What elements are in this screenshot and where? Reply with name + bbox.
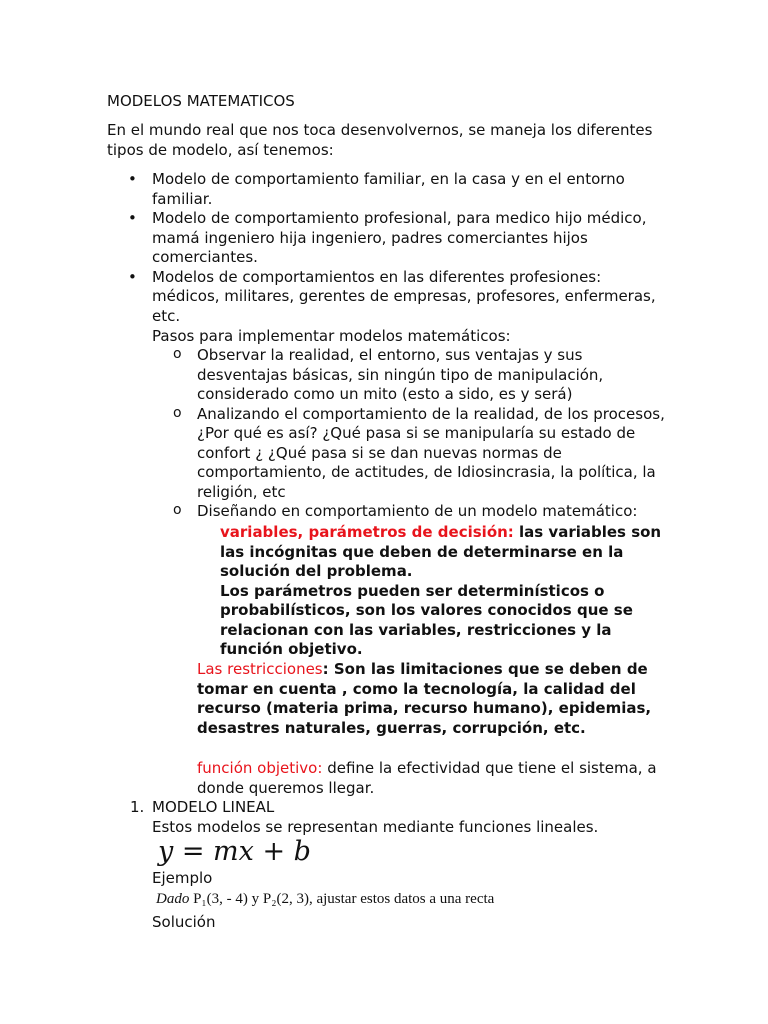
dado-label: Dado xyxy=(156,891,190,907)
funcion-objetivo-text: define la efectividad que tiene el sistema, a donde queremos llegar. xyxy=(197,759,657,797)
sub-item-observar xyxy=(173,346,667,405)
restricciones-definition xyxy=(197,660,667,738)
bullet-text: Modelos de comportamientos en las diferentes profesiones: médicos, militares, gerentes de empresas, profesores, enfermeras, etc. xyxy=(152,267,656,325)
bullet-icon: • xyxy=(128,209,137,227)
sub-item-analizando xyxy=(173,404,667,503)
funcion-objetivo-label: función objetivo: xyxy=(197,759,323,777)
restricciones-text: : Son las limitaciones que se deben de tomar en cuenta , como la tecnología, la calidad del recurso (materia prima, recurso humano), epidemias, desastres naturales, guerras, corrupción, etc. xyxy=(197,660,652,737)
pasos-heading: Pasos para implementar modelos matemáticos: xyxy=(152,327,511,345)
ordered-heading: MODELO LINEAL xyxy=(152,798,275,816)
bullet-list xyxy=(128,170,672,326)
linear-equation: y = mx + b xyxy=(158,836,311,867)
ejemplo-label: Ejemplo xyxy=(152,869,213,887)
bullet-item-profesiones xyxy=(128,267,672,327)
variables-label: variables, parámetros de decisión: xyxy=(220,523,514,541)
bullet-text: Modelo de comportamiento familiar, en la casa y en el entorno familiar. xyxy=(152,170,625,208)
circle-bullet-icon: o xyxy=(173,404,182,421)
document-title: MODELOS MATEMATICOS xyxy=(107,92,295,110)
bullet-icon: • xyxy=(128,267,137,286)
sub-item-text: Analizando el comportamiento de la realidad, de los procesos, ¿Por qué es así? ¿Qué pasa si se manipularía su estado de confort ¿ ¿Qué pasa si se dan nuevas normas de comportamiento, de actitudes, de Idiosincrasia, la política, la religión, etc xyxy=(197,404,665,501)
bullet-icon: • xyxy=(128,170,137,188)
sub-item-disenando xyxy=(173,502,667,522)
bullet-item-profesional xyxy=(128,209,672,268)
intro-paragraph: En el mundo real que nos toca desenvolvernos, se maneja los diferentes tipos de modelo, así tenemos: xyxy=(107,121,653,159)
bullet-item-familiar xyxy=(128,170,672,209)
bullet-text: Modelo de comportamiento profesional, para medico hijo médico, mamá ingeniero hija ingeniero, padres comerciantes hijos comerciantes. xyxy=(152,209,647,266)
circle-bullet-icon: o xyxy=(173,346,182,362)
dado-text: P₁(3, - 4) y P₂(2, 3), ajustar estos datos a una recta xyxy=(189,891,495,907)
restricciones-label: Las restricciones xyxy=(197,660,323,678)
sub-list xyxy=(173,346,667,522)
funcion-objetivo-definition xyxy=(197,759,667,798)
dado-statement xyxy=(156,889,494,909)
variables-text: las variables son las incógnitas que deben de determinarse en la solución del problema. xyxy=(220,523,662,580)
modelo-lineal-description: Estos modelos se representan mediante funciones lineales. xyxy=(152,818,599,836)
sub-item-text: Observar la realidad, el entorno, sus ventajas y sus desventajas básicas, sin ningún tipo de manipulación, considerado como un mito (esto a sido, es y será) xyxy=(197,346,604,403)
circle-bullet-icon: o xyxy=(173,502,182,518)
variables-definition xyxy=(220,523,670,660)
parametros-text: Los parámetros pueden ser determinísticos o probabilísticos, son los valores conocidos que se relacionan con las variables, restricciones y la función objetivo. xyxy=(220,581,633,658)
ordered-item-modelo-lineal xyxy=(130,798,672,818)
list-number: 1. xyxy=(130,798,145,816)
solucion-label: Solución xyxy=(152,913,216,931)
sub-item-text: Diseñando en comportamiento de un modelo matemático: xyxy=(197,502,638,520)
